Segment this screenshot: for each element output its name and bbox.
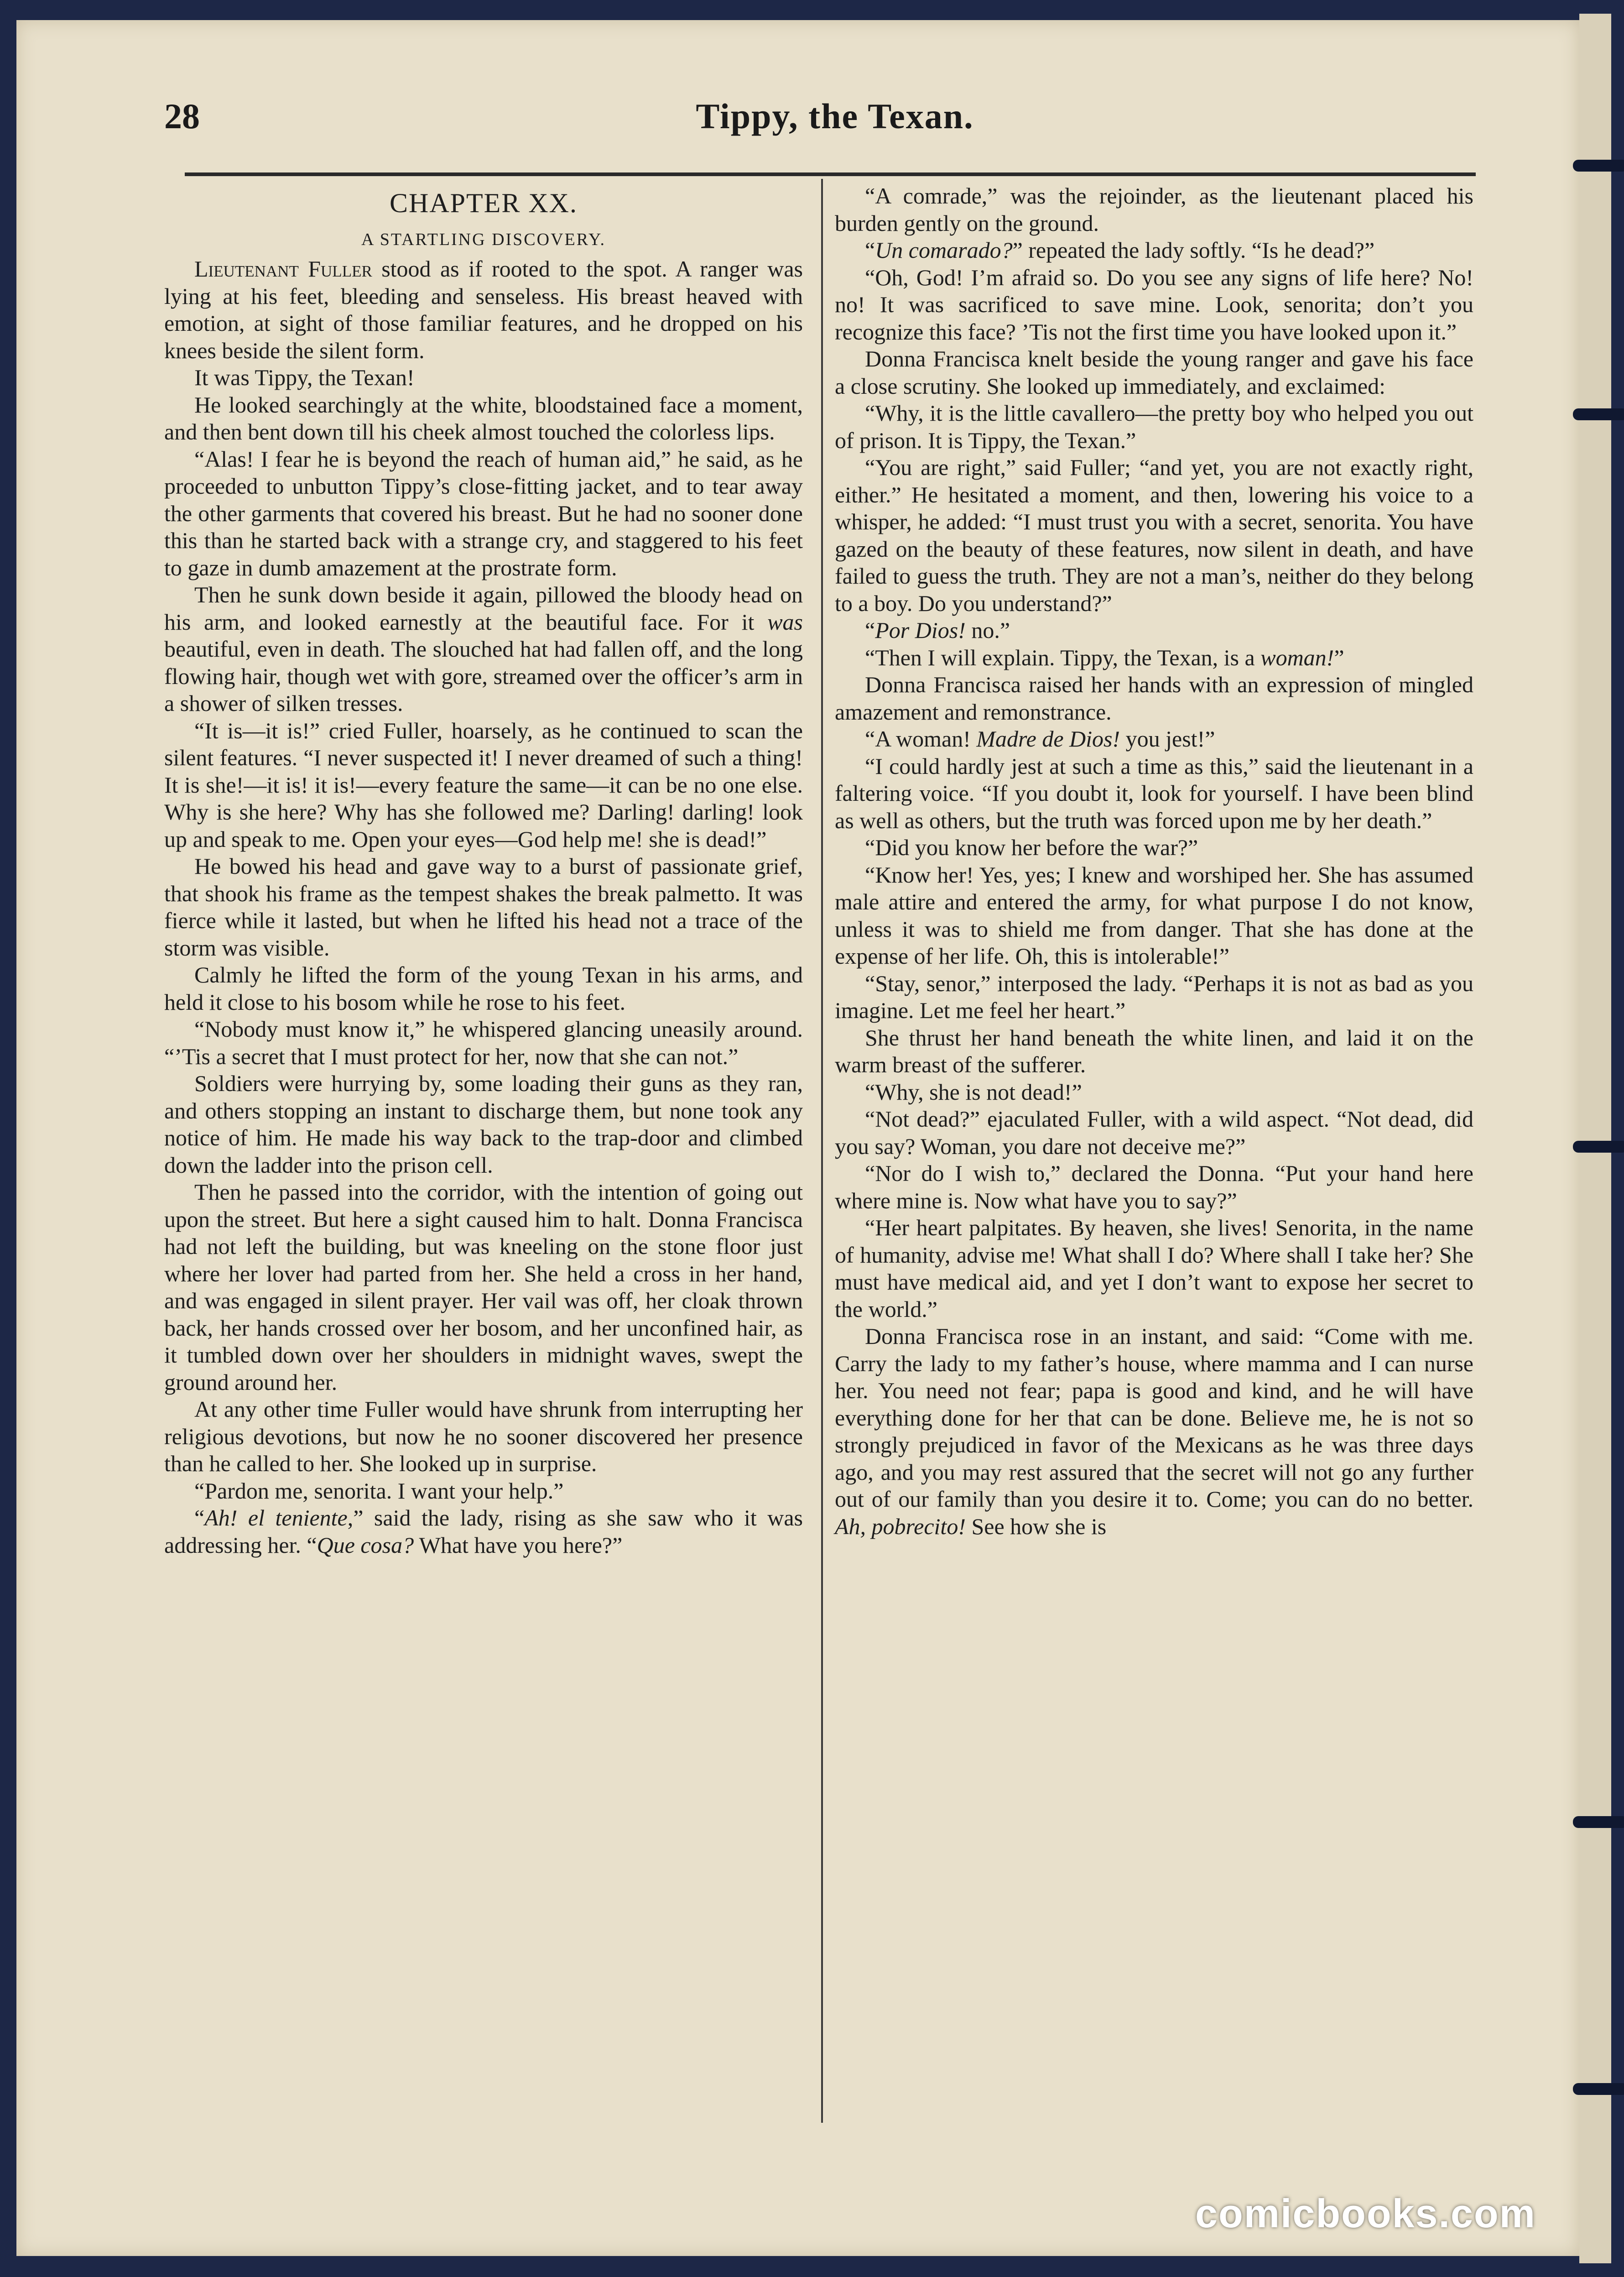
- paragraph: “Pardon me, senorita. I want your help.”: [194, 1478, 564, 1504]
- column-divider: [821, 179, 823, 2123]
- site-watermark: comicbooks.com: [1195, 2191, 1536, 2236]
- paragraph: “You are right,” said Fuller; “and yet, you are not exactly right, either.” He hesitated a moment, and then, lowering his voice to a whisper, he added: “I must trust you with a secret, senorita. You have gazed on the beauty of these features, now silent in death, and have failed to guess the truth. They are not a man’s, neither do they belong to a boy. Do you understand?”: [835, 454, 1473, 616]
- lead-in: Lieutenant Fuller: [194, 256, 372, 282]
- binding-staple: [1573, 2083, 1624, 2095]
- paragraph: “Por Dios! no.”: [865, 617, 1010, 643]
- paragraph: Lieutenant Fuller stood as if rooted to the spot. A ranger was lying at his feet, bleeding and senseless. His breast heaved with emotion, at sight of those familiar features, and he dropped on his knees beside the silent form.: [164, 256, 803, 363]
- chapter-title: CHAPTER XX.: [389, 188, 578, 218]
- paragraph: He looked searchingly at the white, bloodstained face a moment, and then bent down till his cheek almost touched the colorless lips.: [164, 392, 803, 444]
- paragraph: “Ah! el teniente,” said the lady, rising as she saw who it was addressing her. “Que cosa? What have you here?”: [164, 1505, 803, 1558]
- paragraph: Calmly he lifted the form of the young Texan in his arms, and held it close to his bosom while he rose to his feet.: [164, 962, 803, 1015]
- right-column: [835, 183, 1473, 1540]
- paragraph: Donna Francisca knelt beside the young ranger and gave his face a close scrutiny. She looked up immediately, and exclaimed:: [835, 346, 1473, 399]
- paragraph: Then he passed into the corridor, with the intention of going out upon the street. But here a sight caused him to halt. Donna Francisca had not left the building, but was kneeling on the stone floor just where her lover had parted from her. She held a cross in her hand, and was engaged in silent prayer. Her vail was off, her cloak thrown back, her hands crossed over her bosom, and her unconfined hair, as it tumbled down over her shoulders in midnight waves, swept the ground around her.: [164, 1179, 803, 1395]
- paragraph: Then he sunk down beside it again, pillowed the bloody head on his arm, and looked earnestly at the beautiful face. For it was beautiful, even in death. The slouched hat had fallen off, and the long flowing hair, though wet with gore, streamed over the officer’s arm in a shower of silken tresses.: [164, 582, 803, 716]
- binding-staple: [1573, 160, 1624, 172]
- paragraph: “Did you know her before the war?”: [865, 835, 1198, 860]
- paragraph: “Know her! Yes, yes; I knew and worshiped her. She has assumed male attire and entered the army, for what purpose I do not know, unless it was to shield me from danger. That she has done at the expense of her life. Oh, this is intolerable!”: [835, 862, 1473, 969]
- paragraph: “Nor do I wish to,” declared the Donna. “Put your hand here where mine is. Now what have you to say?”: [835, 1160, 1473, 1213]
- paragraph: “Her heart palpitates. By heaven, she lives! Senorita, in the name of humanity, advise me! What shall I do? Where shall I take her? She must have medical aid, and yet I don’t want to expose her secret to the world.”: [835, 1215, 1473, 1322]
- paragraph: “Alas! I fear he is beyond the reach of human aid,” he said, as he proceeded to unbutton Tippy’s close-fitting jacket, and to tear away the other garments that covered his breast. But he had no sooner done this than he started back with a strange cry, and staggered to his feet to gaze in dumb amazement at the prostrate form.: [164, 446, 803, 580]
- left-column: [164, 183, 803, 1559]
- paragraph: She thrust her hand beneath the white linen, and laid it on the warm breast of the sufferer.: [835, 1024, 1473, 1077]
- paragraph: “Not dead?” ejaculated Fuller, with a wild aspect. “Not dead, did you say? Woman, you dare not deceive me?”: [835, 1106, 1473, 1159]
- binding-staple: [1573, 408, 1624, 420]
- paragraph: At any other time Fuller would have shrunk from interrupting her religious devotions, but now he no sooner discovered her presence than he called to her. She looked up in surprise.: [164, 1396, 803, 1476]
- chapter-subtitle: A STARTLING DISCOVERY.: [361, 230, 606, 249]
- header-rule: [185, 172, 1476, 176]
- page-header: [164, 96, 1505, 146]
- paragraph: “It is—it is!” cried Fuller, hoarsely, as he continued to scan the silent features. “I never suspected it! I never dreamed of such a thing! It is she!—it is! it is!—every feature the same—it can be no one else. Why is she here? Why has she followed me? Darling! darling! look up and speak to me. Open your eyes—God help me! she is dead!”: [164, 717, 803, 852]
- paragraph: “I could hardly jest at such a time as this,” said the lieutenant in a faltering voice. “If you doubt it, look for yourself. I have been blind as well as others, but the truth was forced upon me by her death.”: [835, 753, 1473, 833]
- paragraph: “A comrade,” was the rejoinder, as the lieutenant placed his burden gently on the ground.: [835, 183, 1473, 236]
- paragraph: Soldiers were hurrying by, some loading their guns as they ran, and others stopping an instant to discharge them, but none took any notice of him. He made his way back to the trap-door and climbed down the ladder into the prison cell.: [164, 1071, 803, 1178]
- paragraph: “Un comarado?” repeated the lady softly. “Is he dead?”: [865, 237, 1375, 263]
- paragraph: “Then I will explain. Tippy, the Texan, is a woman!”: [865, 644, 1344, 670]
- paragraph: “Nobody must know it,” he whispered glancing uneasily around. “’Tis a secret that I must protect for her, now that she can not.”: [164, 1016, 803, 1069]
- paragraph: He bowed his head and gave way to a burst of passionate grief, that shook his frame as the tempest shakes the break palmetto. It was fierce while it lasted, but when he lifted his head not a trace of the storm was visible.: [164, 853, 803, 961]
- paragraph: It was Tippy, the Texan!: [194, 365, 415, 390]
- paragraph: Donna Francisca raised her hands with an expression of mingled amazement and remonstrance.: [835, 672, 1473, 725]
- page-edge: [1579, 14, 1611, 2263]
- binding-staple: [1573, 1141, 1624, 1153]
- paragraph: Donna Francisca rose in an instant, and said: “Come with me. Carry the lady to my father’s house, where mamma and I can nurse her. You need not fear; papa is good and kind, and he will have everything done for her that can be done. Believe me, he is not so strongly prejudiced in favor of the Mexicans as he was three days ago, and you may rest assured that the secret will not go any further out of our family than you desire it to. Come; you can do no better. Ah, pobrecito! See how she is: [835, 1323, 1473, 1539]
- running-title: Tippy, the Texan.: [696, 96, 974, 136]
- binding-staple: [1573, 1816, 1624, 1828]
- page-number: 28: [164, 96, 200, 136]
- paragraph: “A woman! Madre de Dios! you jest!”: [865, 726, 1215, 752]
- paragraph: “Oh, God! I’m afraid so. Do you see any signs of life here? No! no! It was sacrificed to save mine. Look, senorita; don’t you recognize this face? ’Tis not the first time you have looked upon it.”: [835, 264, 1473, 345]
- paragraph: “Why, she is not dead!”: [865, 1079, 1082, 1105]
- paragraph: “Why, it is the little cavallero—the pretty boy who helped you out of prison. It is Tippy, the Texan.”: [835, 400, 1473, 453]
- paragraph: “Stay, senor,” interposed the lady. “Perhaps it is not as bad as you imagine. Let me feel her heart.”: [835, 970, 1473, 1023]
